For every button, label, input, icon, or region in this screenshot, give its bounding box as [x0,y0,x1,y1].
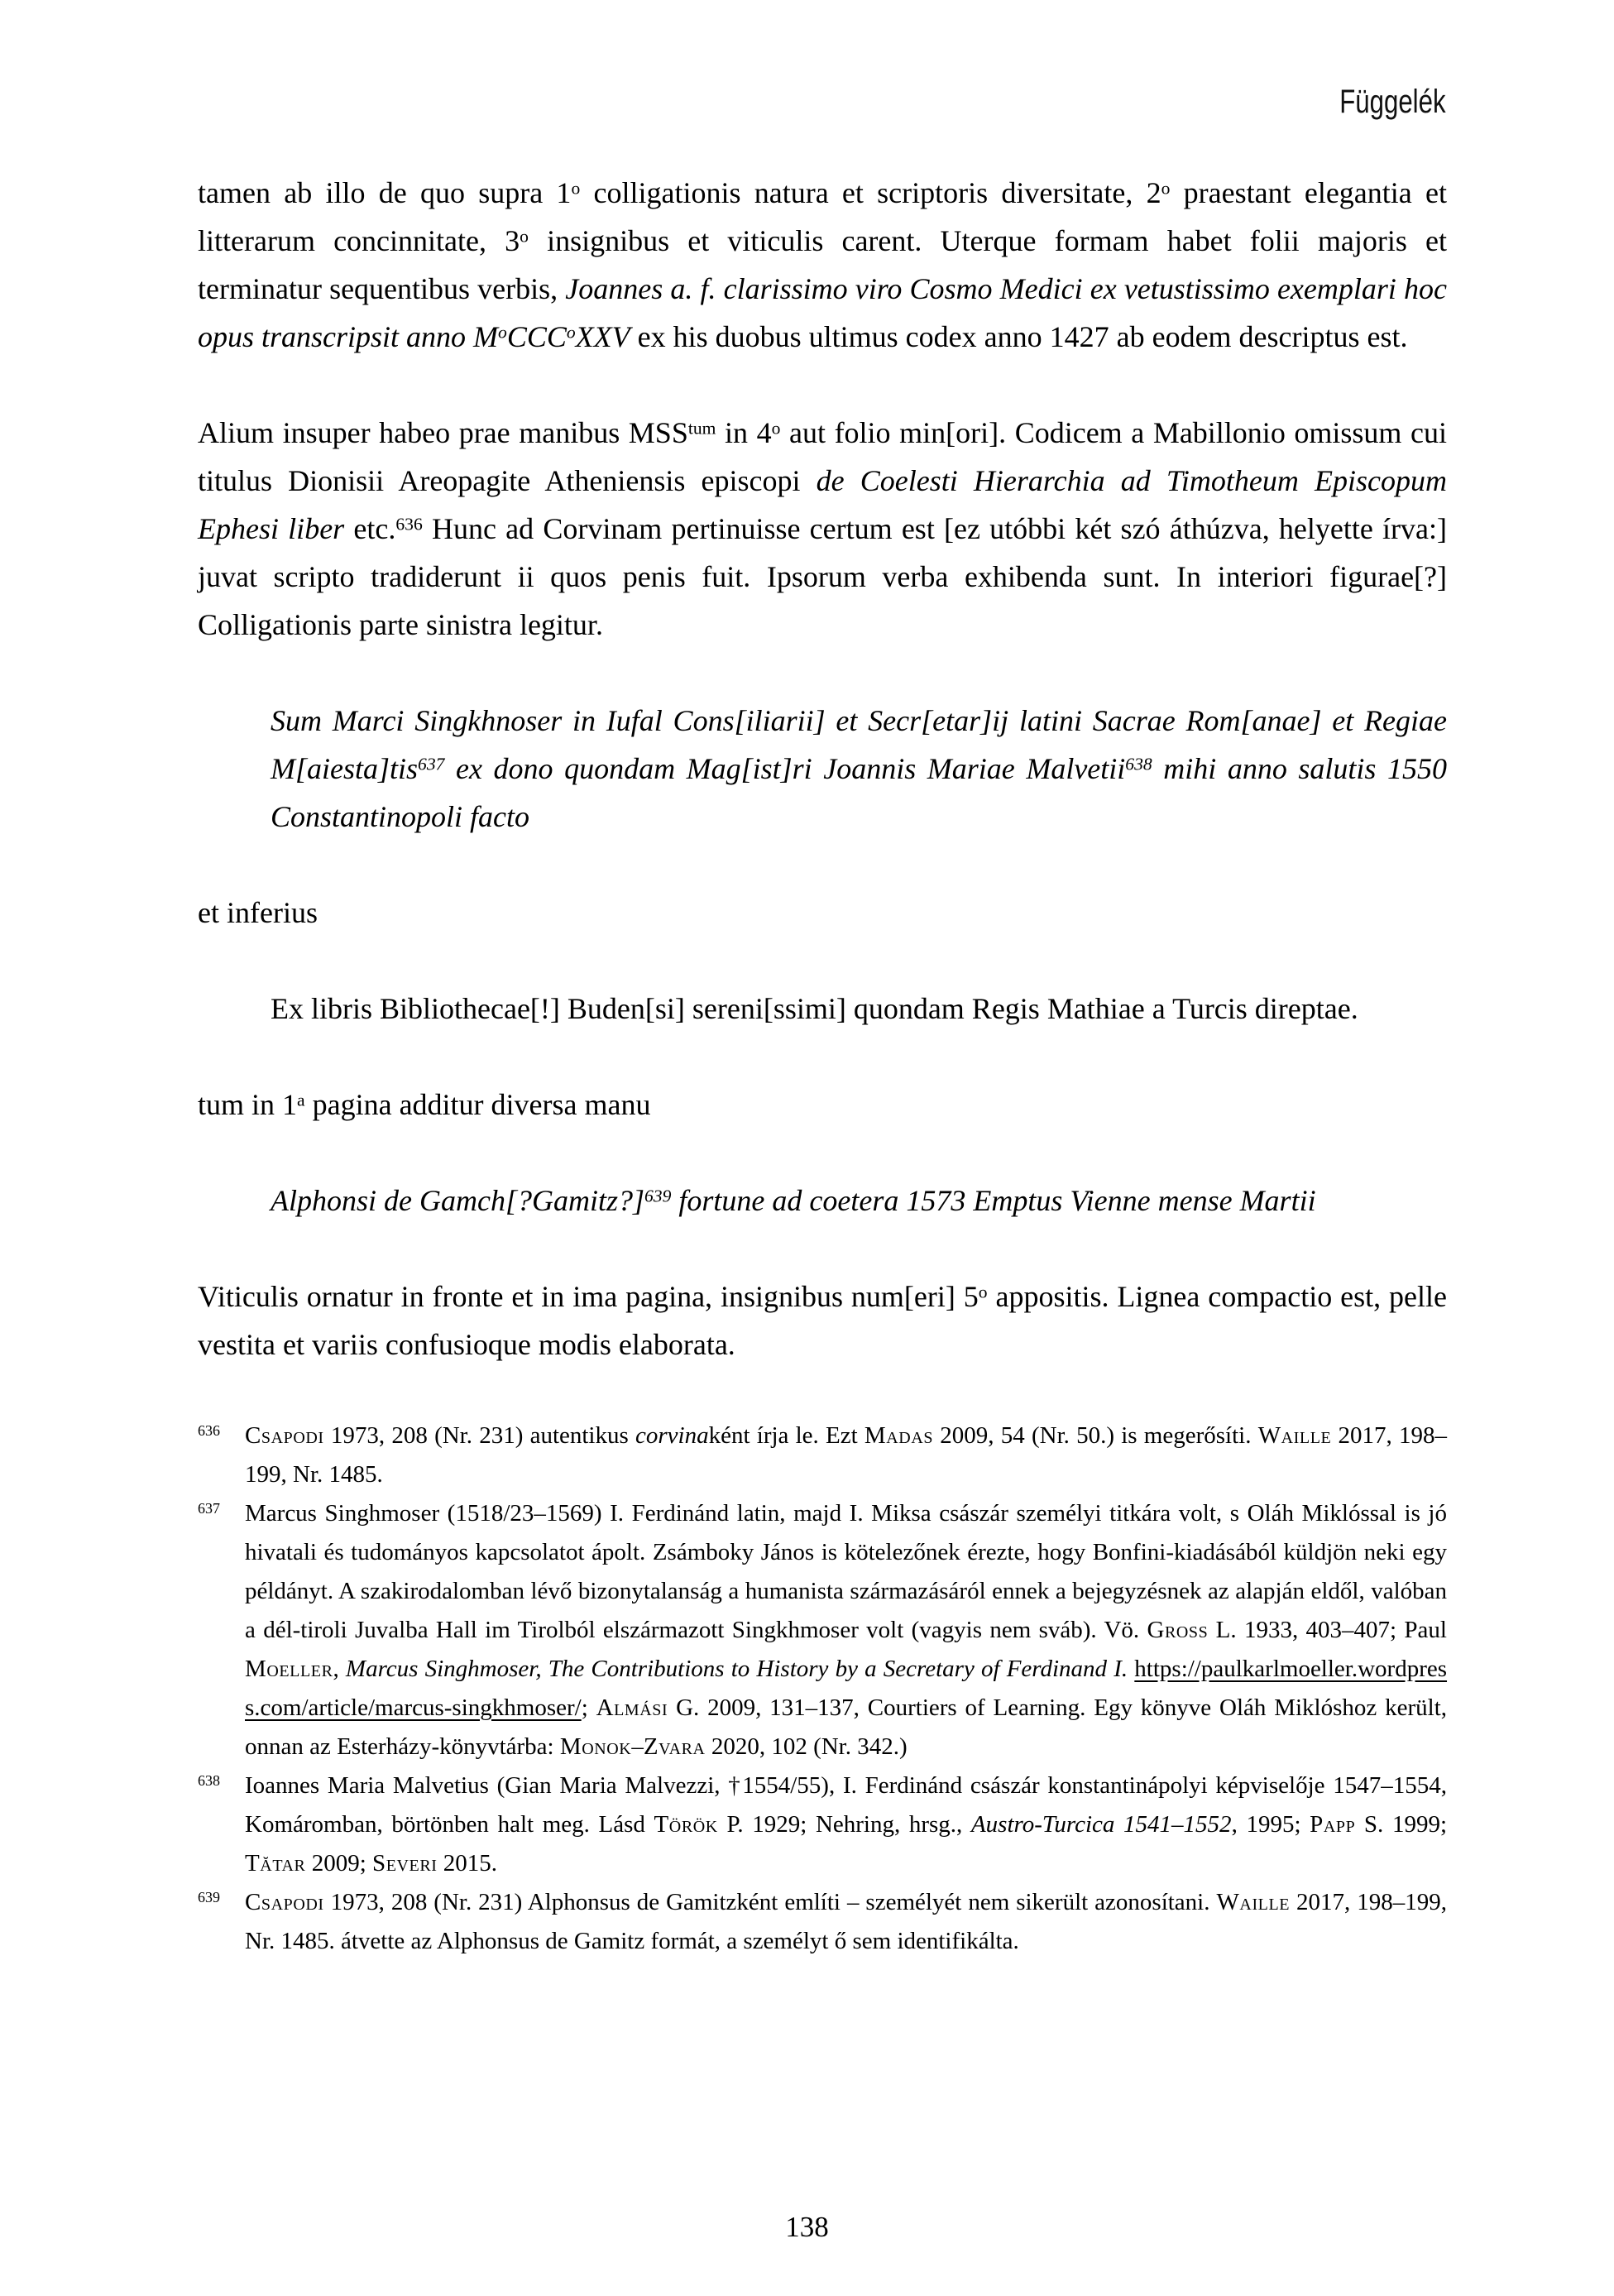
footnote-639: 639 Csapodi 1973, 208 (Nr. 231) Alphonsus de Gamitzként említi – személyét nem sikerült azonosítani. Waille 2017, 198–199, Nr. 1485. átvette az Alphonsus de Gamitz formát, a személyt ő sem identifikálta. [198,1889,1448,1954]
body-paragraph-alium [198,409,1447,649]
text-segment: tum in 1 [198,1088,298,1121]
text-segment: Török [654,1811,718,1838]
text-segment: 636 [395,514,423,534]
text-segment: colligationis natura et scriptoris diversitate, 2 [580,176,1161,209]
text-segment: Alphonsi de Gamch[?Gamitz?] [271,1184,644,1217]
text-segment: L. 1933, 403–407; Paul [1208,1617,1447,1643]
text-segment: 1973, 208 (Nr. 231) Alphonsus de Gamitzként említi – személyét nem sikerült azonosítani. [323,1889,1217,1915]
page-content [198,169,1447,1961]
text-segment: Monok [559,1733,632,1760]
text-segment: Moeller [245,1656,333,1682]
text-segment: Marcus Singhmoser (1518/23–1569) I. Ferdinánd latin, majd I. Miksa császár személyi titkára volt, s Oláh Miklóssal is jó hivatali és tudományos kapcsolatot ápolt. Zsámboky János is kötelezőnek érezte, hogy Bonfini-kiadásából küldjön neki egy példányt. A szakirodalomban lévő bizonytalanság a humanista származásáról ennek a bejegyzésnek az alapján eldől, valóban a dél-tiroli Juvalba Hall im Tirolból elszármazott Singkhmoser volt (vagyis nem sváb). Vö. [245,1500,1447,1643]
text-segment: pagina additur diversa manu [304,1088,651,1121]
interlude-et-inferius [198,889,1447,937]
text-segment: in 4 [716,416,772,449]
text-segment: praestant elegantia et litterarum concinnitate, 3 [198,176,1447,257]
quote-ex-libris [271,985,1447,1033]
text-segment: 2009; [305,1850,373,1877]
text-segment: , 1995; [1231,1811,1310,1838]
text-segment: S. 1999; [1355,1811,1448,1838]
text-segment: mihi anno salutis 1550 Constantinopoli facto [271,752,1447,833]
running-header-text: Függelék [1339,84,1446,120]
text-segment: Severi [372,1850,438,1877]
text-segment: tum [687,418,716,439]
text-segment: Tătar [245,1850,306,1877]
text-segment: Zvara [643,1733,706,1760]
text-segment: Joannes a. f. clarissimo viro Cosmo Medici ex vetustissimo exemplari hoc opus transcripsit anno M [198,272,1447,353]
text-segment: a [297,1090,305,1110]
text-segment: CCC [506,320,567,353]
text-segment: Ioannes Maria Malvetius (Gian Maria Malvezzi, †1554/55), I. Ferdinánd császár konstantinápolyi képviselője 1547–1554, Komáromban, börtönben halt meg. Lásd [245,1772,1447,1838]
footnote-text-636 [245,1422,1447,1488]
text-segment: 2009, 54 (Nr. 50.) is megerősíti. [933,1422,1258,1449]
text-segment: Hunc ad Corvinam pertinuisse certum est [ez utóbbi két szó áthúzva, helyette írva:] juvat scripto tradiderunt ii quos penis fuit. Ipsorum verba exhibenda sunt. In interiori figurae[?] Colligationis parte sinistra legitur. [198,512,1447,641]
text-segment: Gross [1147,1617,1209,1643]
running-header [1310,83,1446,121]
text-segment: ex his duobus ultimus codex anno 1427 ab eodem descriptus est. [630,320,1408,353]
text-segment: Marcus Singhmoser, The Contributions to History by a Secretary of Ferdinand I. [345,1656,1128,1682]
footnote-text-637 [245,1500,1447,1760]
text-segment: corvina [635,1422,709,1449]
text-segment: Waille [1216,1889,1291,1915]
text-segment: Csapodi [245,1422,324,1449]
text-segment: o [978,1282,988,1302]
quote-alphonsi [271,1177,1447,1225]
text-segment: Sum Marci Singkhnoser in Iufal Cons[iliarii] et Secr[etar]ij latini Sacrae Rom[anae] et Regiae M[aiesta]tis [271,704,1447,785]
text-segment: etc. [344,512,396,545]
text-segment: o [1161,178,1171,199]
text-segment: Viticulis ornatur in fronte et in ima pagina, insignibus num[eri] 5 [198,1280,979,1313]
footnote-637: 637 Marcus Singhmoser (1518/23–1569) I. Ferdinánd latin, majd I. Miksa császár személyi titkára volt, s Oláh Miklóssal is jó hivatali és tudományos kapcsolatot ápolt. Zsámboky János is kötelezőnek érezte, hogy Bonfini-kiadásából küldjön neki egy példányt. A szakirodalomban lévő bizonytalanság a humanista származásáról ennek a bejegyzésnek az alapján eldől, valóban a dél-tiroli Juvalba Hall im Tirolból elszármazott Singkhmoser volt (vagyis nem sváb). Vö. Gross L. 1933, 403–407; Paul Moeller, Marcus Singhmoser, The Contributions to History by a Secretary of Ferdinand I. https://paulkarlmoeller.wordpress.com/article/marcus-singkhmoser/; Almási G. 2009, 131–137, Courtiers of Learning. Egy könyve Oláh Miklóshoz került, onnan az Esterházy-könyvtárba: Monok–Zvara 2020, 102 (Nr. 342.) [198,1500,1448,1760]
text-segment: 2017, 198–199, Nr. 1485. átvette az Alphonsus de Gamitz formát, a személyt ő sem identifikálta. [245,1889,1448,1954]
footnote-638: 638 Ioannes Maria Malvetius (Gian Maria Malvezzi, †1554/55), I. Ferdinánd császár konstantinápolyi képviselője 1547–1554, Komáromban, börtönben halt meg. Lásd Török P. 1929; Nehring, hrsg., Austro-Turcica 1541–1552, 1995; Papp S. 1999; Tătar 2009; Severi 2015. [198,1772,1448,1877]
text-segment: , [333,1656,346,1682]
text-segment: ként írja le. Ezt [708,1422,864,1449]
text-segment: Alium insuper habeo prae manibus MSS [198,416,688,449]
text-segment: de Coelesti Hierarchia ad Timotheum Episcopum Ephesi liber [198,464,1447,545]
text-segment: 1973, 208 (Nr. 231) autentikus [323,1422,636,1449]
text-segment: ex dono quondam Mag[ist]ri Joannis Mariae Malvetii [444,752,1126,785]
text-segment: o [520,226,529,247]
text-segment: G. 2009, 131–137, Courtiers of Learning. Egy könyve Oláh Miklóshoz került, onnan az Esterházy-könyvtárba: [245,1694,1447,1760]
text-segment: et inferius [198,896,318,929]
text-segment: Papp [1310,1811,1356,1838]
hyperlink-url[interactable]: https://paulkarlmoeller.wordpress.com/article/marcus-singkhmoser/ [245,1656,1448,1721]
text-segment: o [498,322,507,343]
text-segment: 637 [418,754,445,774]
text-segment: 638 [1125,754,1152,774]
text-segment: o [566,322,576,343]
text-segment: Almási [596,1694,668,1721]
text-segment: o [771,418,781,439]
text-segment: fortune ad coetera 1573 Emptus Vienne mense Martii [671,1184,1316,1217]
footnote-636: 636 Csapodi 1973, 208 (Nr. 231) autentikus corvinaként írja le. Ezt Madas 2009, 54 (Nr. 50.) is megerősíti. Waille 2017, 198–199, Nr. 1485. [198,1422,1448,1488]
text-segment: aut folio min[ori]. Codicem a Mabillonio omissum cui titulus Dionisii Areopagite Atheniensis episcopi [198,416,1447,497]
text-segment: 2020, 102 (Nr. 342.) [705,1733,908,1760]
interlude-tum-in-pagina [198,1081,1447,1129]
text-segment: 2015. [437,1850,498,1877]
text-segment: tamen ab illo de quo supra 1 [198,176,572,209]
page-number: 138 [785,2211,829,2243]
text-segment: o [571,178,581,199]
footnote-text-638 [245,1772,1447,1877]
text-segment: ; [581,1694,596,1721]
text-segment: Madas [864,1422,934,1449]
text-segment: 639 [644,1186,672,1206]
text-segment: P. 1929; Nehring, hrsg., [717,1811,971,1838]
body-paragraph-tamen [198,169,1447,361]
text-segment: Austro-Turcica 1541–1552 [970,1811,1232,1838]
text-segment: 2017, 198–199, Nr. 1485. [245,1422,1448,1488]
footnotes-section [198,1416,1447,1961]
body-paragraph-viticulis [198,1273,1447,1368]
quote-singkhnoser [271,697,1447,841]
text-segment: appositis. Lignea compactio est, pelle vestita et variis confusioque modis elaborata. [198,1280,1447,1361]
text-segment: Ex libris Bibliothecae[!] Buden[si] sereni[ssimi] quondam Regis Mathiae a Turcis direptae. [271,992,1358,1025]
text-segment: insignibus et viticulis carent. Uterque formam habet folii majoris et terminatur sequentibus verbis, [198,224,1448,305]
text-segment: – [631,1733,644,1760]
text-segment: Csapodi [245,1889,324,1915]
text-segment: XXV [575,320,630,353]
footnote-text-639 [245,1889,1447,1954]
text-segment: Waille [1257,1422,1332,1449]
